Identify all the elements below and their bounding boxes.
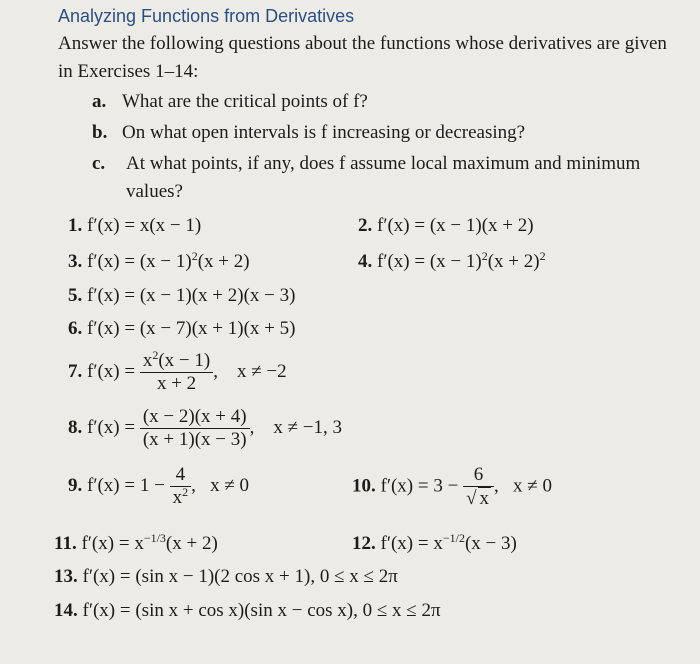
fraction bbox=[140, 406, 250, 451]
exercise-rhs-factor: (x − 1) bbox=[429, 251, 482, 272]
exercise-lhs: f′(x) = bbox=[87, 416, 140, 438]
numerator-base: x bbox=[142, 350, 153, 371]
fraction-denominator bbox=[170, 487, 192, 509]
exercise-lhs: f′(x) = bbox=[377, 251, 430, 272]
exercise-lhs: f′(x) = bbox=[377, 215, 430, 236]
exercise-rhs: (sin x − 1)(2 cos x + 1), 0 ≤ x ≤ 2π bbox=[135, 566, 398, 587]
exercise-rhs-factor: (x − 3) bbox=[464, 533, 517, 554]
exercise-1 bbox=[68, 215, 201, 237]
exercise-3 bbox=[68, 251, 250, 273]
exercise-number: 11. bbox=[54, 533, 77, 554]
question-text: At what points, if any, does f assume local maximum and minimum values? bbox=[126, 153, 641, 202]
fraction-denominator: √ x bbox=[466, 488, 490, 509]
exercise-rhs: (x − 1)(x + 2) bbox=[429, 215, 534, 236]
fraction bbox=[170, 464, 192, 509]
exercise-12 bbox=[352, 533, 517, 555]
intro-text: Answer the following questions about the functions whose derivatives are given in Exercises 1–14: bbox=[58, 33, 667, 82]
fraction bbox=[463, 464, 494, 510]
fraction bbox=[140, 350, 213, 395]
question-text: What are the critical points of f? bbox=[122, 91, 368, 112]
exercise-lhs: f′(x) = bbox=[87, 251, 140, 272]
question-b bbox=[92, 119, 525, 147]
exponent: 2 bbox=[152, 348, 159, 362]
exponent: 2 bbox=[481, 249, 488, 263]
exercise-7: 7. f′(x) = $\frac{x^2(x - 1)}{x + 2}$ , x ≠ −2 bbox=[68, 348, 287, 394]
fraction-numerator: (x − 2)(x + 4) bbox=[140, 406, 250, 429]
question-letter: a. bbox=[92, 91, 107, 112]
exercise-number: 14. bbox=[54, 600, 78, 621]
section-title: Analyzing Functions from Derivatives bbox=[58, 6, 355, 26]
exercise-number: 6. bbox=[68, 318, 83, 339]
exercise-5 bbox=[68, 285, 295, 307]
numerator-factor: (x − 1) bbox=[158, 350, 211, 371]
exercise-condition: x ≠ 0 bbox=[210, 474, 250, 496]
exercise-lhs: f′(x) = 3 − bbox=[380, 475, 464, 497]
question-letter: b. bbox=[92, 122, 108, 143]
exponent: 2 bbox=[191, 249, 198, 263]
fraction-denominator: (x + 1)(x − 3) bbox=[142, 429, 247, 450]
exercise-number: 8. bbox=[68, 416, 83, 438]
exercise-lhs: f′(x) = bbox=[380, 533, 434, 554]
exercise-10: 10. f′(x) = 3 − $\frac{6}{√ x}$ , x ≠ 0 bbox=[352, 464, 552, 509]
fraction-denominator: x + 2 bbox=[156, 373, 197, 394]
exercise-rhs: (x − 1)(x + 2)(x − 3) bbox=[139, 285, 296, 306]
exercise-rhs-factor: (x + 2) bbox=[165, 533, 218, 554]
exercise-lhs: f′(x) = 1 − bbox=[87, 474, 170, 496]
exercise-number: 7. bbox=[68, 360, 83, 382]
exponent: 2 bbox=[182, 485, 189, 499]
question-letter: c. bbox=[92, 153, 106, 174]
fraction-numerator: 4 bbox=[170, 464, 192, 487]
exercise-lhs: f′(x) = bbox=[87, 360, 140, 382]
exercise-lhs: f′(x) = bbox=[87, 215, 140, 236]
exercise-condition: x ≠ 0 bbox=[513, 475, 552, 497]
question-a bbox=[92, 88, 368, 116]
fraction-numerator bbox=[140, 350, 213, 373]
power-base: x bbox=[134, 533, 144, 554]
exercise-number: 9. bbox=[68, 474, 83, 496]
exponent: −1/2 bbox=[442, 531, 465, 545]
question-c bbox=[92, 150, 652, 206]
exercise-condition: x ≠ −2 bbox=[236, 360, 287, 382]
exercise-number: 2. bbox=[358, 215, 373, 236]
exercise-number: 12. bbox=[352, 533, 376, 554]
exercise-6 bbox=[68, 318, 295, 340]
exercise-rhs-factor: (x + 2) bbox=[197, 251, 250, 272]
exercise-number: 10. bbox=[352, 475, 376, 497]
denominator-base: x bbox=[172, 487, 183, 508]
exercise-lhs: f′(x) = bbox=[82, 600, 136, 621]
exercise-8: 8. f′(x) = $\frac{(x - 2)(x + 4)}{(x + 1)(x - 3)}$ , x ≠ −1, 3 bbox=[68, 406, 343, 450]
exercise-rhs-factor: (x − 1) bbox=[139, 251, 192, 272]
exercise-rhs-factor: (x + 2) bbox=[487, 251, 540, 272]
exercise-rhs: (sin x + cos x)(sin x − cos x), 0 ≤ x ≤ 2π bbox=[135, 600, 441, 621]
exercise-4 bbox=[358, 251, 546, 273]
exercise-lhs: f′(x) = bbox=[87, 285, 140, 306]
exercise-2 bbox=[358, 215, 534, 237]
square-root-radicand: x bbox=[479, 488, 490, 509]
fraction-numerator: 6 bbox=[463, 464, 494, 487]
exercise-number: 4. bbox=[358, 251, 373, 272]
power-base: x bbox=[433, 533, 443, 554]
exercise-number: 13. bbox=[54, 566, 78, 587]
exercise-rhs: x(x − 1) bbox=[139, 215, 202, 236]
exercise-9: 9. f′(x) = 1 − $\frac{4}{x^2}$ , x ≠ 0 bbox=[68, 464, 250, 508]
exercise-lhs: f′(x) = bbox=[82, 566, 136, 587]
exercise-11 bbox=[54, 533, 218, 555]
exponent: −1/3 bbox=[143, 531, 166, 545]
exercise-number: 1. bbox=[68, 215, 83, 236]
exercise-13 bbox=[54, 566, 398, 588]
exponent: 2 bbox=[539, 249, 546, 263]
exercise-number: 3. bbox=[68, 251, 83, 272]
exercise-condition: x ≠ −1, 3 bbox=[273, 416, 343, 438]
exercise-14 bbox=[54, 600, 441, 622]
exercise-number: 5. bbox=[68, 285, 83, 306]
question-text: On what open intervals is f increasing or decreasing? bbox=[122, 122, 526, 143]
exercise-rhs: (x − 7)(x + 1)(x + 5) bbox=[139, 318, 296, 339]
exercise-lhs: f′(x) = bbox=[87, 318, 140, 339]
exercise-lhs: f′(x) = bbox=[81, 533, 135, 554]
